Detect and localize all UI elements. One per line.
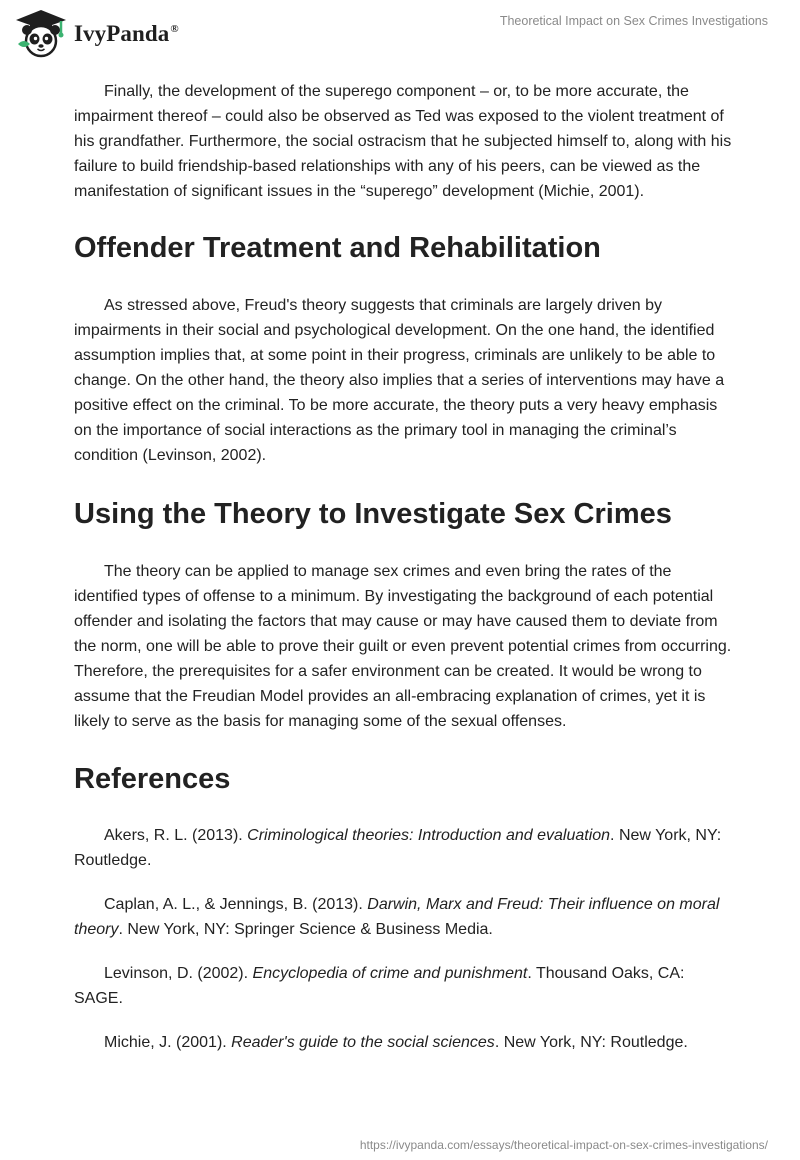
- paragraph: Finally, the development of the superego component – or, to be more accurate, the impairment thereof – could also be observed as Ted was exposed to the violent treatment of his grandfather. Furthermore, the social ostracism that he subjected himself to, along with his failure to build friendship-based relationships with any of his peers, can be viewed as the manifestation of significant issues in the “superego” development (Michie, 2001).: [74, 83, 732, 200]
- reference-item: Levinson, D. (2002). Encyclopedia of crime and punishment. Thousand Oaks, CA: SAGE.: [74, 965, 685, 1007]
- brand-name: IvyPanda®: [74, 21, 179, 46]
- reference-item: Michie, J. (2001). Reader's guide to the social sciences. New York, NY: Routledge.: [104, 1034, 688, 1051]
- document-title: Theoretical Impact on Sex Crimes Investigations: [499, 14, 768, 28]
- section-heading: References: [74, 763, 231, 795]
- page-header: [0, 0, 800, 70]
- section-heading: Offender Treatment and Rehabilitation: [74, 232, 601, 264]
- paragraph: The theory can be applied to manage sex crimes and even bring the rates of the identified types of offense to a minimum. By investigating the background of each potential offender and isolating the factors that may cause or may have caused them to deviate from the norm, one will be able to prove their guilt or even prevent potential crimes from occurring. Therefore, the prerequisites for a safer environment can be created. It would be wrong to assume that the Freudian Model provides an all-embracing explanation of crimes, yet it is likely to serve as the basis for managing some of the sexual offenses.: [74, 563, 732, 730]
- section-heading: Using the Theory to Investigate Sex Crimes: [74, 498, 672, 530]
- article-body: [74, 79, 734, 1055]
- source-url[interactable]: https://ivypanda.com/essays/theoretical-impact-on-sex-crimes-investigations/: [359, 1138, 768, 1152]
- paragraph: As stressed above, Freud's theory suggests that criminals are largely driven by impairments in their social and psychological development. On the one hand, the identified assumption implies that, at some point in their progress, criminals are unlikely to be able to change. On the other hand, the theory also implies that a series of interventions may have a positive effect on the criminal. To be more accurate, the theory puts a very heavy emphasis on the importance of social interactions as the primary tool in managing the criminal’s condition (Levinson, 2002).: [74, 297, 725, 464]
- panda-graduate-icon: [14, 8, 68, 60]
- reference-item: Akers, R. L. (2013). Criminological theories: Introduction and evaluation. New York, NY: Routledge.: [74, 827, 722, 869]
- reference-item: Caplan, A. L., & Jennings, B. (2013). Darwin, Marx and Freud: Their influence on moral theory. New York, NY: Springer Science & Business Media.: [74, 896, 720, 938]
- logo[interactable]: [14, 8, 179, 60]
